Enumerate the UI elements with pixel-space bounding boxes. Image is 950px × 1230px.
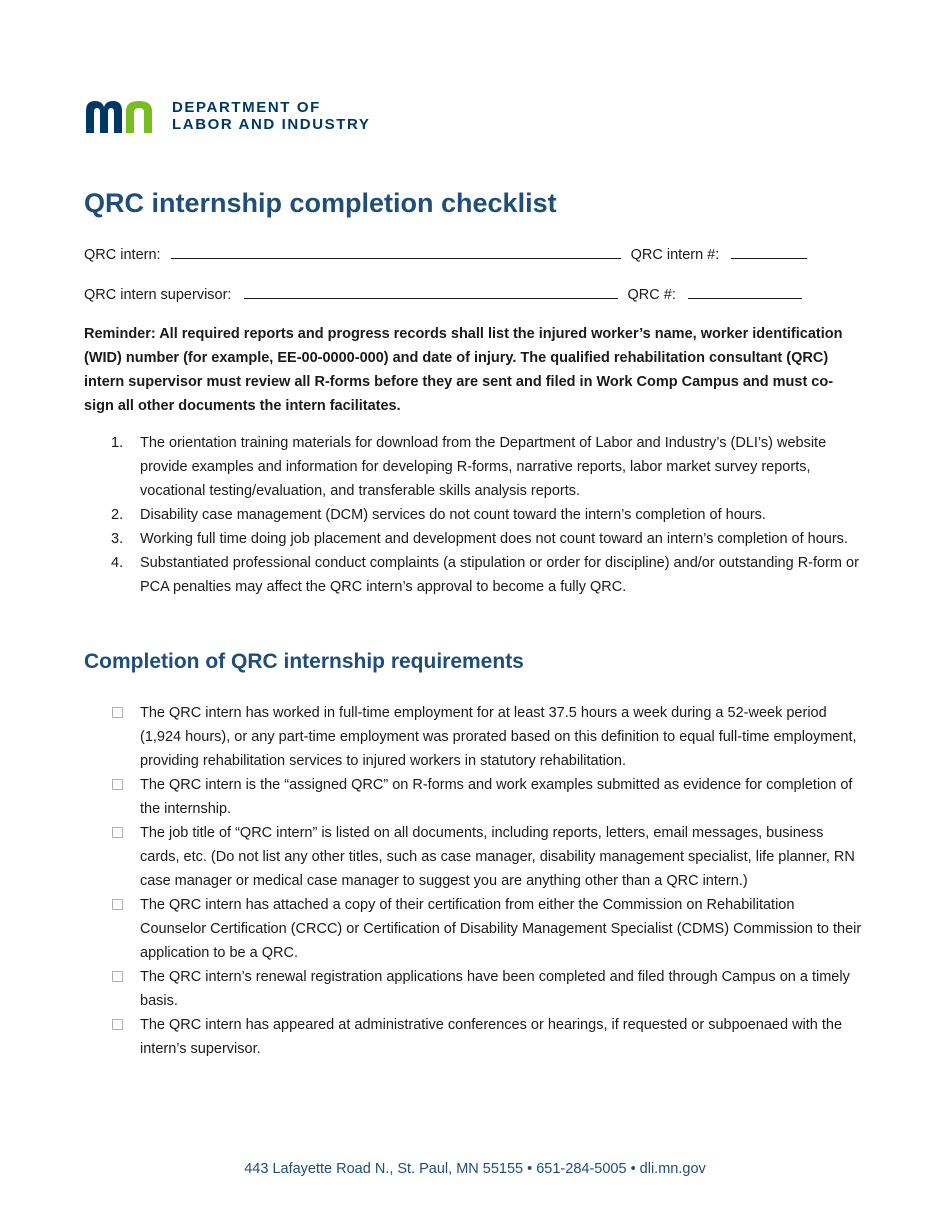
- checkbox[interactable]: [112, 779, 123, 790]
- checkbox[interactable]: [112, 707, 123, 718]
- logo-line-1: DEPARTMENT OF: [172, 99, 321, 116]
- checklist-item: [84, 1013, 864, 1061]
- checklist-item: [84, 893, 864, 965]
- section-title: Completion of QRC internship requirements: [84, 650, 524, 673]
- notes-list: [84, 431, 864, 599]
- checklist-text: The QRC intern is the “assigned QRC” on R-forms and work examples submitted as evidence for completion of the internship.: [140, 777, 853, 817]
- checkbox[interactable]: [112, 899, 123, 910]
- qrc-number-label: QRC #:: [627, 287, 676, 303]
- mn-logo-mark-icon: [84, 99, 160, 133]
- supervisor-name-blank[interactable]: [244, 285, 618, 299]
- logo-line-2: LABOR AND INDUSTRY: [172, 116, 371, 133]
- dli-logo: [84, 98, 371, 134]
- checkbox[interactable]: [112, 827, 123, 838]
- requirements-checklist: [84, 701, 864, 1061]
- checkbox[interactable]: [112, 971, 123, 982]
- intern-field-row: [84, 245, 807, 263]
- checklist-text: The QRC intern’s renewal registration applications have been completed and filed through Campus on a timely basis.: [140, 969, 850, 1009]
- list-item: [84, 551, 864, 599]
- list-item: [84, 503, 864, 527]
- checklist-text: The QRC intern has appeared at administrative conferences or hearings, if requested or subpoenaed with the intern’s supervisor.: [140, 1017, 843, 1057]
- list-text: Disability case management (DCM) services do not count toward the intern’s completion of hours.: [140, 507, 766, 523]
- list-text: Substantiated professional conduct complaints (a stipulation or order for discipline) and/or outstanding R-form or PCA penalties may affect the QRC intern’s approval to become a fully QRC.: [140, 555, 859, 595]
- checklist-text: The QRC intern has worked in full-time employment for at least 37.5 hours a week during a 52-week period (1,924 hours), or any part-time employment was prorated based on this definition to equal full-time employment, providing rehabilitation services to injured workers in statutory rehabilitation.: [140, 705, 857, 769]
- checklist-item: [84, 773, 864, 821]
- list-text: Working full time doing job placement and development does not count toward an intern’s completion of hours.: [140, 531, 848, 547]
- list-number: 3.: [111, 531, 124, 547]
- qrc-number-blank[interactable]: [688, 285, 802, 299]
- list-number: 1.: [111, 435, 124, 451]
- intern-number-label: QRC intern #:: [630, 247, 720, 263]
- checklist-text: The QRC intern has attached a copy of their certification from either the Commission on Rehabilitation Counselor Certification (CRCC) or Certification of Disability Management Specialist (CDMS) Commission to their application to be a QRC.: [140, 897, 862, 961]
- checklist-item: [84, 821, 864, 893]
- checklist-text: The job title of “QRC intern” is listed on all documents, including reports, letters, email messages, business cards, etc. (Do not list any other titles, such as case manager, disability management specialist, life planner, RN case manager or medical case manager to suggest you are anything other than a QRC intern.): [140, 825, 855, 889]
- logo-wordmark: [172, 99, 371, 133]
- intern-name-blank[interactable]: [171, 245, 621, 259]
- intern-number-blank[interactable]: [731, 245, 807, 259]
- supervisor-label: QRC intern supervisor:: [84, 287, 232, 303]
- reminder-paragraph: Reminder: All required reports and progress records shall list the injured worker’s name, worker identification (WID) number (for example, EE-00-0000-000) and date of injury. The qualified rehabilitation consultant (QRC) intern supervisor must review all R-forms before they are sent and filed in Work Comp Campus and must co-sign all other documents the intern facilitates.: [84, 326, 843, 414]
- list-number: 2.: [111, 507, 124, 523]
- list-item: [84, 527, 864, 551]
- list-number: 4.: [111, 555, 124, 571]
- supervisor-field-row: [84, 285, 802, 303]
- page-title: QRC internship completion checklist: [84, 188, 557, 218]
- intern-label: QRC intern:: [84, 247, 161, 263]
- checklist-item: [84, 965, 864, 1013]
- list-item: [84, 431, 864, 503]
- checkbox[interactable]: [112, 1019, 123, 1030]
- checklist-item: [84, 701, 864, 773]
- list-text: The orientation training materials for download from the Department of Labor and Industry’s (DLI’s) website provide examples and information for developing R-forms, narrative reports, labor market survey reports, vocational testing/evaluation, and transferable skills analysis reports.: [140, 435, 827, 499]
- footer-address: 443 Lafayette Road N., St. Paul, MN 55155 • 651-284-5005 • dli.mn.gov: [244, 1161, 706, 1177]
